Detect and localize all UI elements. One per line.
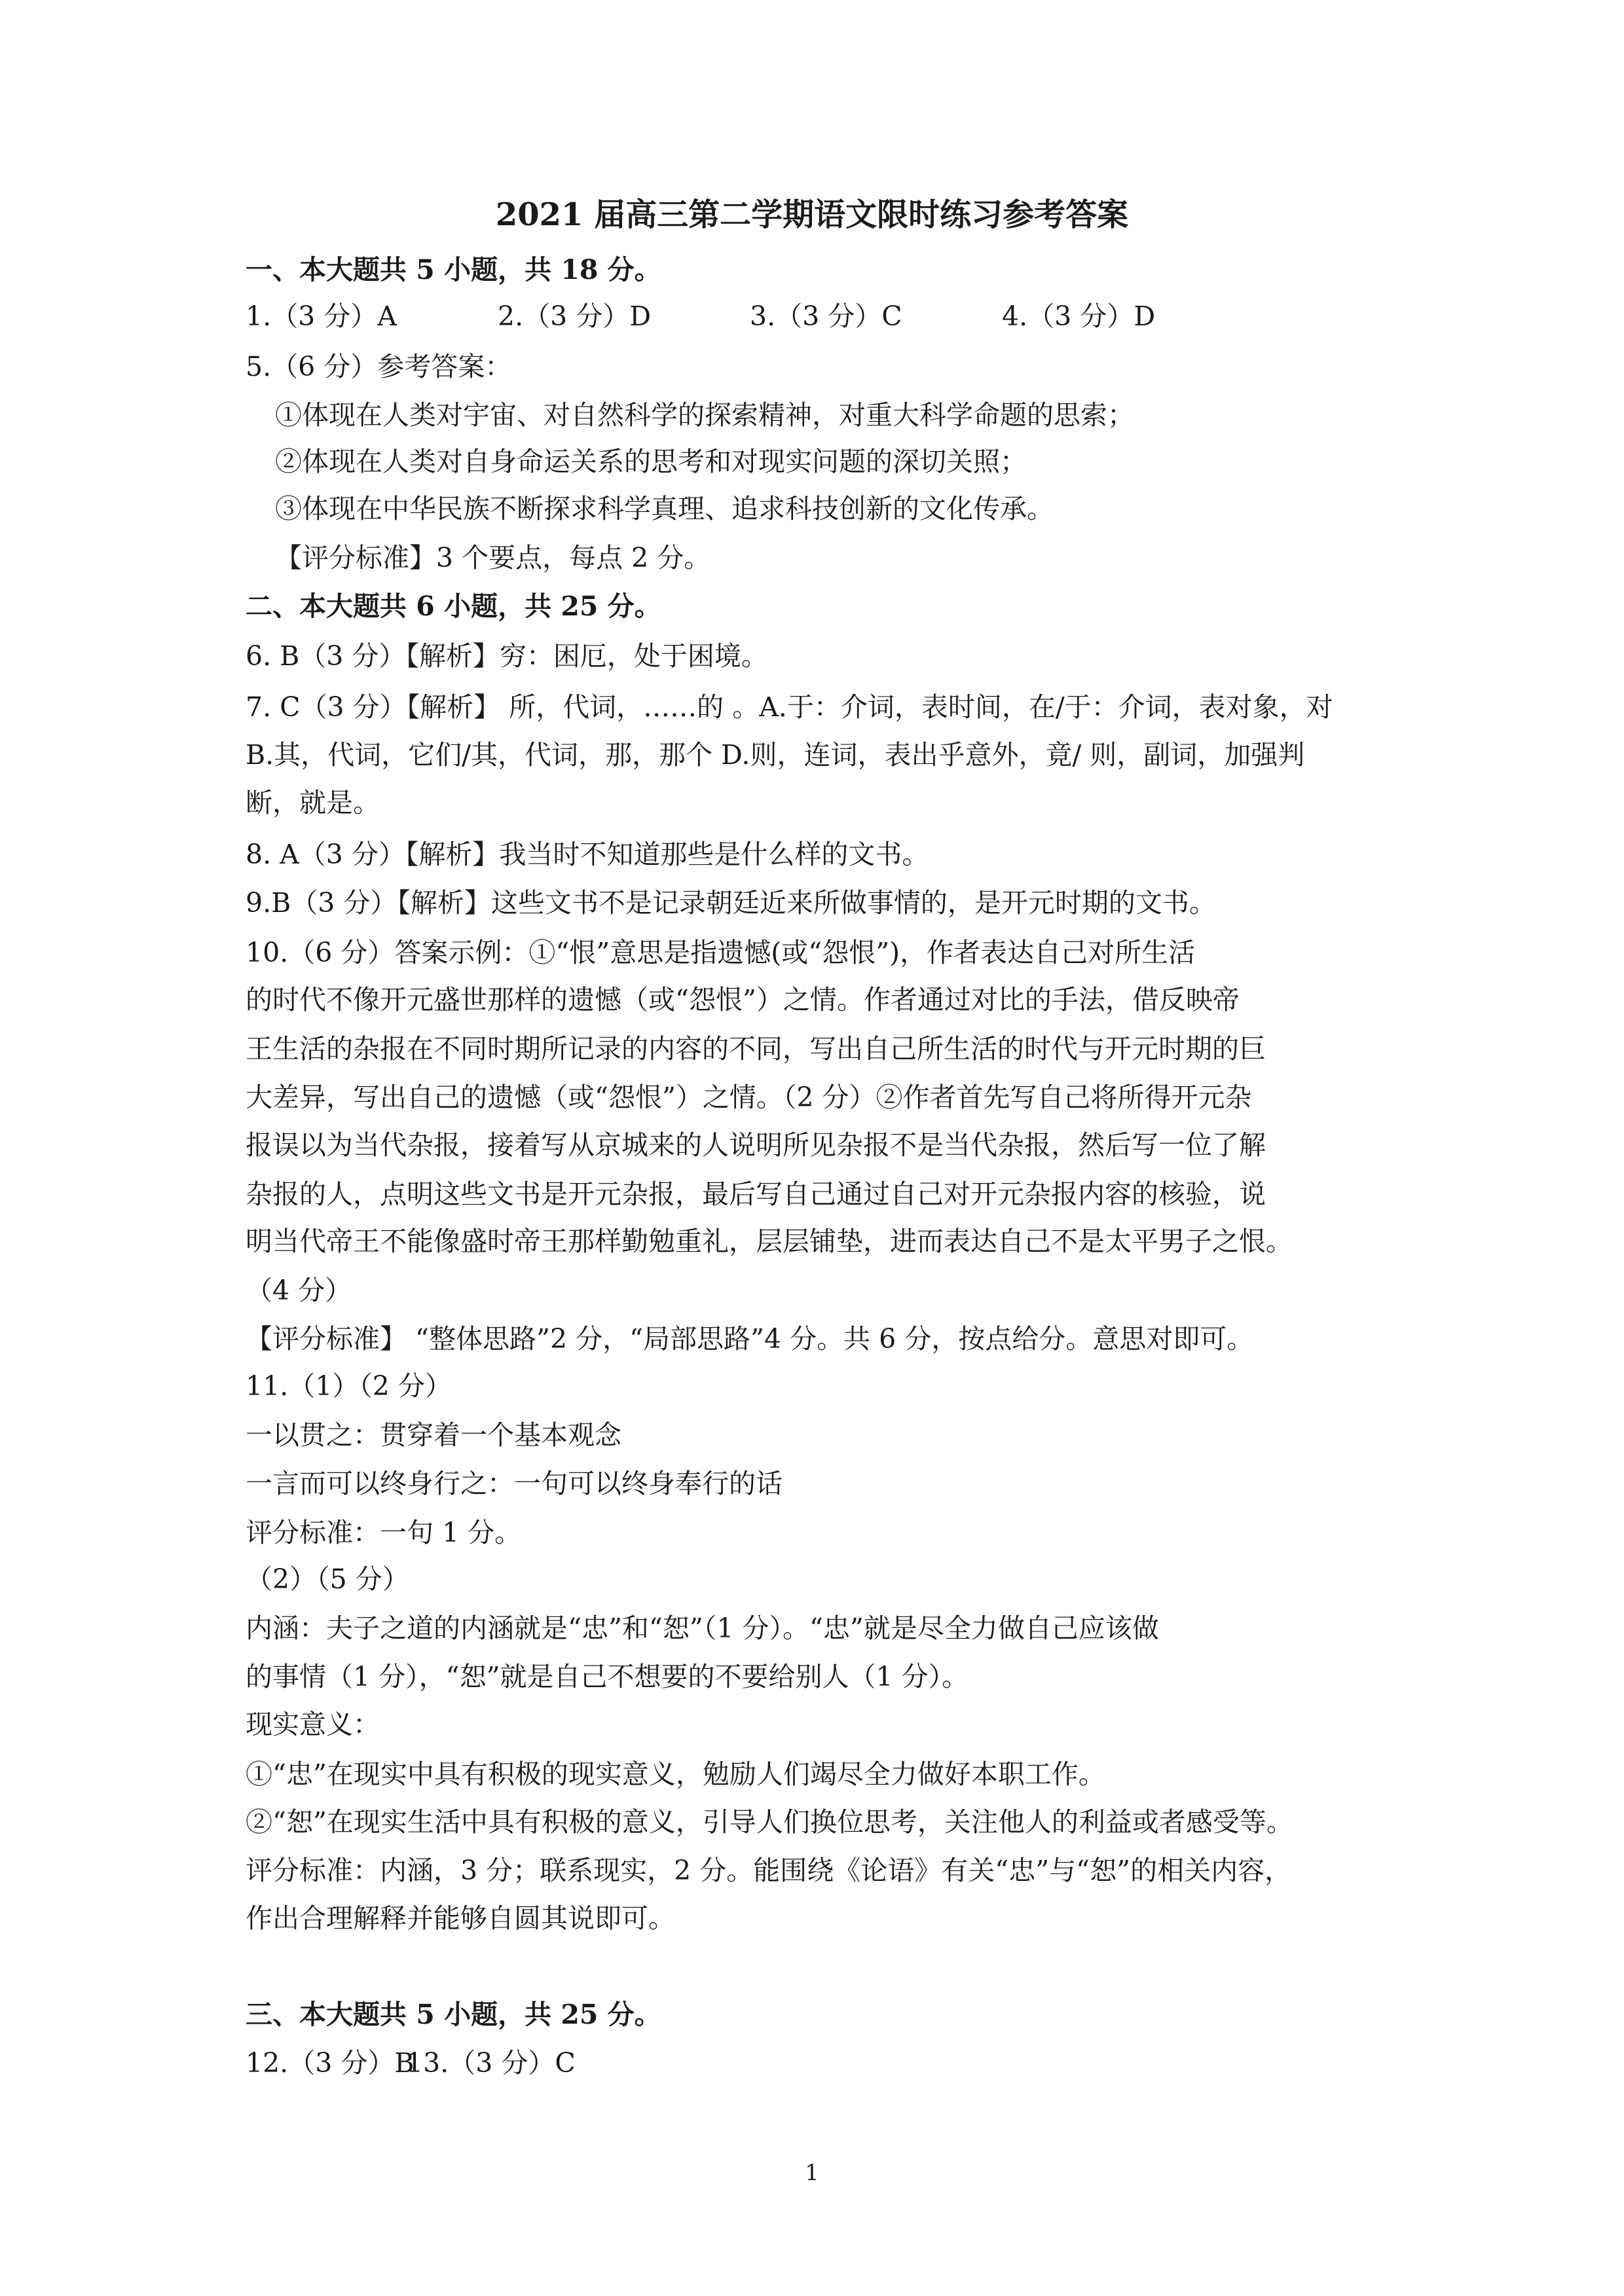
- answer-q11-1-line-2: 一言而可以终身行之：一句可以终身奉行的话: [246, 1468, 783, 1499]
- answer-q10-line-8: （4 分）: [246, 1275, 352, 1306]
- answer-q10-line-5: 报误以为当代杂报，接着写从京城来的人说明所见杂报不是当代杂报，然后写一位了解: [246, 1129, 1266, 1161]
- section-heading-1: 一、本大题共 5 小题，共 18 分。: [246, 254, 661, 285]
- document-title: 2021 届高三第二学期语文限时练习参考答案: [495, 196, 1129, 233]
- answer-q11-1-header: 11.（1）（2 分）: [246, 1370, 452, 1402]
- answer-q6: 6. B（3 分）【解析】穷：困厄，处于困境。: [246, 640, 768, 672]
- answer-q10-line-7: 明当代帝王不能像盛时帝王那样勤勉重礼，层层铺垫，进而表达自己不是太平男子之恨。: [246, 1226, 1293, 1257]
- answer-q11-2-line-2: 的事情（1 分），“恕”就是自己不想要的不要给别人（1 分）。: [246, 1661, 969, 1692]
- answer-q7-line-3: 断，就是。: [246, 787, 380, 818]
- answer-q10-line-4: 大差异，写出自己的遗憾（或“怨恨”）之情。（2 分）②作者首先写自己将所得开元杂: [246, 1082, 1252, 1113]
- answer-q9: 9.B（3 分）【解析】这些文书不是记录朝廷近来所做事情的，是开元时期的文书。: [246, 887, 1216, 919]
- answer-q5-point-3: ③体现在中华民族不断探求科学真理、追求科技创新的文化传承。: [275, 493, 1054, 524]
- answer-q11-scoring-line-1: 评分标准：内涵，3 分；联系现实，2 分。能围绕《论语》有关“忠”与“恕”的相关内容，: [246, 1855, 1292, 1886]
- answer-q5-scoring: 【评分标准】3 个要点，每点 2 分。: [275, 542, 711, 574]
- answer-q8: 8. A（3 分）【解析】我当时不知道那些是什么样的文书。: [246, 839, 929, 870]
- answer-q11-1-scoring: 评分标准：一句 1 分。: [246, 1517, 522, 1548]
- answer-q11-2-header: （2）（5 分）: [246, 1563, 409, 1595]
- answer-q11-1-line-1: 一以贯之：贯穿着一个基本观念: [246, 1419, 621, 1451]
- answer-q10-scoring: 【评分标准】 “整体思路”2 分，“局部思路”4 分。共 6 分，按点给分。意思对即可。: [246, 1323, 1254, 1355]
- answer-q5-header: 5.（6 分）参考答案：: [246, 351, 512, 382]
- answer-q11-2-line-5: ②“恕”在现实生活中具有积极的意义，引导人们换位思考，关注他人的利益或者感受等。: [246, 1806, 1293, 1838]
- answer-q5-point-1: ①体现在人类对宇宙、对自然科学的探索精神，对重大科学命题的思索；: [275, 399, 1134, 431]
- answer-q5-point-2: ②体现在人类对自身命运关系的思考和对现实问题的深切关照；: [275, 446, 1027, 477]
- answer-q13: 13.（3 分）C: [406, 2047, 576, 2079]
- answer-q2: 2.（3 分）D: [498, 301, 652, 332]
- answers-q12-13: [246, 2043, 1372, 2083]
- page-number: 1: [805, 2160, 819, 2186]
- answer-q7-line-1: 7. C（3 分）【解析】 所，代词，……的 。A.于：介词，表时间，在/于：介词，表对象，对: [246, 691, 1333, 723]
- answer-q10-line-3: 王生活的杂报在不同时期所记录的内容的不同，写出自己所生活的时代与开元时期的巨: [246, 1033, 1266, 1065]
- answers-q1-4: [246, 297, 1372, 336]
- answer-q4: 4.（3 分）D: [1002, 301, 1156, 332]
- answer-q11-2-line-3: 现实意义：: [246, 1709, 380, 1740]
- answer-q10-line-1: 10.（6 分）答案示例：①“恨”意思是指遗憾(或“怨恨”)，作者表达自己对所生活: [246, 937, 1196, 968]
- section-heading-2: 二、本大题共 6 小题，共 25 分。: [246, 591, 661, 622]
- answer-q10-line-2: 的时代不像开元盛世那样的遗憾（或“怨恨”）之情。作者通过对比的手法，借反映帝: [246, 984, 1240, 1015]
- answer-q11-2-line-4: ①“忠”在现实中具有积极的现实意义，勉励人们竭尽全力做好本职工作。: [246, 1758, 1105, 1790]
- answer-q11-2-line-1: 内涵：夫子之道的内涵就是“忠”和“恕”（1 分）。“忠”就是尽全力做自己应该做: [246, 1613, 1159, 1644]
- answer-q7-line-2: B.其，代词，它们/其，代词，那，那个 D.则，连词，表出乎意外，竟/ 则，副词，加强判: [246, 739, 1305, 771]
- answer-q1: 1.（3 分）A: [246, 301, 397, 332]
- answer-q3: 3.（3 分）C: [750, 301, 902, 332]
- answer-q11-scoring-line-2: 作出合理解释并能够自圆其说即可。: [246, 1903, 675, 1934]
- answer-q10-line-6: 杂报的人，点明这些文书是开元杂报，最后写自己通过自己对开元杂报内容的核验，说: [246, 1178, 1266, 1210]
- section-heading-3: 三、本大题共 5 小题，共 25 分。: [246, 1999, 661, 2030]
- answer-q12: 12.（3 分）B: [246, 2047, 415, 2079]
